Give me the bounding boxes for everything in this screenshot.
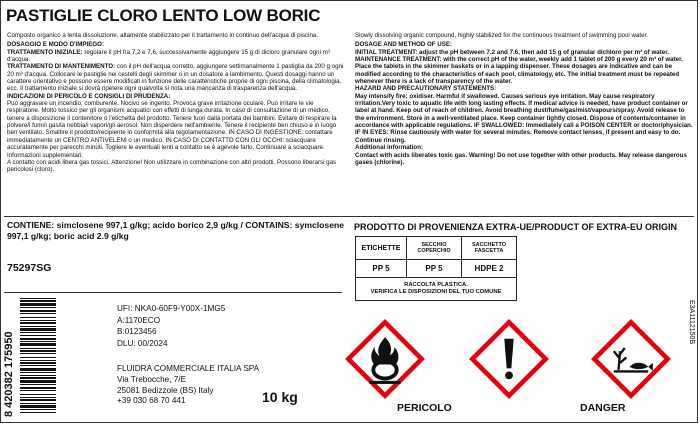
barcode-bar	[20, 328, 56, 331]
barcode-bar	[20, 380, 56, 383]
packaging-value: PP 5	[356, 260, 407, 278]
divider-bottom	[4, 292, 342, 293]
barcode-bar	[20, 326, 56, 327]
english-caution-text: May intensify fire; oxidiser. Harmful if swallowed. Causes serious eye irritation. May cause respiratory irritation.Very toxic to aquatic life with long lasting effects. If medical advice is needed, have product container or label at hand. Keep out of reach of children. Avoid breathing dust/fume/gas/mist/vapours/spray. Avoid release to the environment. Store in a well-ventilated place. Keep container tightly closed. Dispose of contents/container in accordance with applicable regulations. IF SWALLOWED: Immediately call a POISON CENTER or doctor/physician. IF IN EYES: Rinse cautiously with water for several minutes. Remove contact lenses, if present and easy to do. Continue rinsing.	[355, 92, 693, 144]
company-city: 25081 Bedizzole (BS) Italy	[117, 385, 214, 395]
origin-statement: PRODOTTO DI PROVENIENZA EXTRA-UE/PRODUCT OF EXTRA-EU ORIGIN	[354, 222, 678, 232]
barcode-bar	[20, 375, 56, 376]
barcode-bar	[20, 298, 56, 299]
italian-maintenance-treatment	[7, 63, 345, 92]
barcode-bar	[20, 320, 56, 321]
english-intro: Slowly dissolving organic compound, highly stabilized for the continuous treatment of swimming pool water.	[355, 32, 649, 39]
packaging-footer-line: VERIFICA LE DISPOSIZIONI DEL TUO COMUNE	[370, 289, 502, 295]
company-address	[117, 364, 259, 407]
packaging-header: ETICHETTE	[356, 237, 407, 260]
barcode-bar	[20, 399, 56, 401]
barcode-number: 8 420382 175950	[3, 331, 15, 417]
composition-text: CONTIENE: simclosene 997,1 g/kg; acido borico 2,9 g/kg / CONTAINS: symclosene 997,1 g/kg; boric acid 2.9 g/kg	[7, 220, 344, 241]
italian-initial-treatment	[7, 49, 345, 64]
signal-word-italian: PERICOLO	[397, 402, 452, 414]
english-dosage-header: DOSAGE AND METHOD OF USE:	[355, 41, 453, 49]
lot-a: A:1170ECO	[117, 315, 161, 325]
barcode-bar	[20, 341, 56, 342]
vertical-code	[686, 300, 696, 420]
barcode-icon	[3, 296, 58, 418]
packaging-value: PP 5	[407, 260, 462, 278]
flame-over-circle-icon	[346, 320, 424, 398]
barcode-bar	[20, 403, 56, 404]
barcode-bar	[20, 377, 56, 379]
barcode-bar	[20, 412, 56, 413]
packaging-table	[355, 236, 517, 301]
barcode-bar	[20, 335, 56, 336]
product-title: PASTIGLIE CLORO LENTO LOW BORIC	[6, 6, 321, 25]
italian-initial-label: TRATTAMENTO INIZIALE:	[7, 48, 83, 56]
product-code: 75297SG	[7, 262, 52, 274]
barcode-bar	[20, 350, 56, 352]
barcode-bar	[20, 303, 56, 306]
environment-icon	[592, 320, 670, 398]
english-initial-text: INITIAL TREATMENT: adjust the pH between 7.2 and 7.6, then add 15 g of granular dichloro per m³ of water.	[355, 48, 669, 56]
italian-info-text: A contatto con acidi libera gas tossici. Attenzione! Non utilizzare in combinazione con altri prodotti. Possono liberarsi gas pericolosi (cloro).	[7, 158, 337, 174]
barcode-bar	[20, 322, 56, 324]
barcode-bar	[20, 384, 56, 385]
italian-initial-text: regolare il pH fra 7,2 e 7,6, successivamente aggiungere 15 g di dicloro granulare ogni m³ d'acqua.	[7, 48, 330, 64]
barcode-bar	[20, 360, 56, 361]
barcode-bar	[20, 368, 56, 371]
company-phone: +39 030 68 70 441	[117, 396, 186, 406]
packaging-header: SECCHIO COPERCHIO	[407, 237, 462, 260]
barcode-bar	[20, 405, 56, 408]
company-name: FLUIDRA COMMERCIALE ITALIA SPA	[117, 364, 260, 373]
barcode-bar	[20, 310, 56, 312]
signal-word-english: DANGER	[580, 402, 626, 414]
barcode-bar	[20, 353, 56, 354]
vertical-code-text: E3A1112150B	[688, 300, 695, 345]
barcode-bar	[20, 394, 56, 395]
barcode-bar	[20, 343, 56, 346]
italian-text-column	[7, 32, 345, 176]
barcode-bar	[20, 338, 56, 340]
barcode-bar	[20, 317, 56, 318]
packaging-header: SACCHETTO FASCETTA	[462, 237, 517, 260]
barcode-bar	[20, 365, 56, 366]
english-text-column	[355, 32, 695, 168]
net-weight: 10 kg	[262, 389, 298, 405]
barcode-bar	[20, 348, 56, 349]
italian-maintenance-text: con il pH dell'acqua corretto, aggiungere settimanalmente 1 pastiglia da 200 g ogni 20 m³ d'acqua. Collocare le pastiglie nei cestelli degli skimmer o in un dosatore a lambimento. Questi dosaggi hanno un carattere orientativo e possono essere modificati in funzione delle caratteristiche proprie di ogni piscina, della climatologia, ecc. Il trattamento iniziale si dovrà ripetere ogni qualvolta si nota una mancanza di trasparenza dell'acqua.	[7, 63, 344, 93]
barcode-bar	[20, 372, 56, 373]
barcode-bar	[20, 362, 56, 364]
divider-top	[4, 216, 694, 217]
barcode-bar	[20, 387, 56, 389]
packaging-value: HDPE 2	[462, 260, 517, 278]
company-street: Via Trebocche, 7/E	[117, 374, 187, 384]
barcode-bar	[20, 300, 56, 302]
barcode-bar	[20, 332, 56, 333]
english-maintenance-text: MAINTENANCE TREATMENT: with the correct pH of the water, weekly add 1 tablet of 200 g every 20 m³ of water. Place the tablets in the skimmer baskets or in a lapping dispenser. These dosages are indicative and can be modified according to the characteristics of each pool, climatology, etc. The initial treatment must be repeated whenever there is a lack of transparency of the water.	[355, 56, 683, 86]
packaging-footer-line: RACCOLTA PLASTICA.	[404, 282, 468, 288]
barcode-bar	[20, 409, 56, 410]
barcode-bar	[20, 307, 56, 308]
barcode-bar	[20, 397, 56, 398]
lot-b: B:0123456	[117, 327, 157, 336]
barcode-bar	[20, 357, 56, 358]
italian-dosage-header: DOSAGGIO E MODO D'IMPIEGO:	[7, 41, 105, 49]
english-info-header: Additional information:	[355, 144, 424, 152]
italian-info-header: Informazioni supplementari:	[7, 151, 84, 159]
ufi-code: UFI: NKA0-60F9-Y00X-1MG5	[117, 304, 226, 313]
dlu-date: DLU: 00/2024	[117, 338, 168, 348]
italian-caution-text: Può aggravare un incendio; comburente. Nocivo se ingerito. Provoca grave irritazione oculare. Può irritare le vie respiratorie. Molto tossico per gli organismi acquatici con effetti di lunga durata. In caso di consultazione di un medico, tenere a disposizione il contenitore o l'etichetta del prodotto. Tenere fuori dalla portata dei bambini. Evitare di respirare la polvere/i fumi/i gas/la nebbia/i vapori/gli aerosol. Non disperdere nell'ambiente. Tenere il recipiente ben chiuso e in luogo ben ventilato. Smaltire il prodotto/recipiente in conformità alla regolamentazione. IN CASO DI INGESTIONE: contattare immediatamente un CENTRO ANTIVELENI o un medico. IN CASO DI CONTATTO CON GLI OCCHI: sciacquare accuratamente per parecchi minuti. Togliere le eventuali lenti a contatto se è agevole farlo. Continuare a sciacquare.	[7, 100, 337, 152]
italian-intro: Composto organico a lenta dissoluzione, altamente stabilizzato per il trattamento in continuo dell'acqua di piscina.	[7, 32, 319, 39]
italian-caution-header: INDICAZIONI DI PERICOLO E CONSIGLI DI PRUDENZA:	[7, 92, 171, 100]
barcode-bar	[20, 313, 56, 314]
identifiers-block	[117, 303, 225, 349]
barcode-bar	[20, 390, 56, 391]
exclamation-mark-icon	[470, 320, 548, 398]
english-info-text: Contact with acids liberates toxic gas. Warning! Do not use together with other products. May release dangerous gases (chlorine).	[355, 151, 687, 166]
italian-maintenance-label: TRATTAMENTO DI MANTENIMENTO:	[7, 63, 116, 71]
english-caution-header: HAZARD AND PRECAUTIONARY STATEMENTS:	[355, 85, 497, 93]
packaging-footer	[356, 278, 517, 301]
